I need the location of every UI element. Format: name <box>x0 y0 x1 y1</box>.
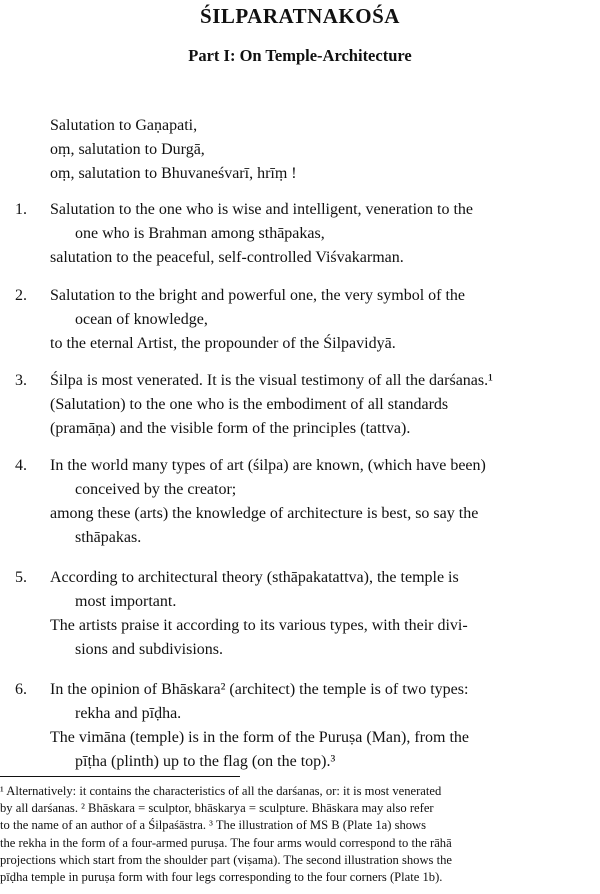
verse-line: one who is Brahman among sthāpakas, <box>75 225 325 242</box>
verse-line: sthāpakas. <box>75 529 142 546</box>
verse-line: ocean of knowledge, <box>75 311 208 328</box>
verse-line: pīṭha (plinth) up to the flag (on the top).³ <box>75 753 336 770</box>
verse <box>0 369 560 441</box>
footnote-line: ¹ Alternatively: it contains the characteristics of all the darśanas, or: it is most venerated <box>0 784 442 798</box>
invocation-line: oṃ, salutation to Durgā, <box>50 141 205 158</box>
verse-line: The vimāna (temple) is in the form of the Puruṣa (Man), from the <box>50 729 469 746</box>
verse-number: 3. <box>15 372 27 389</box>
page-subtitle: Part I: On Temple-Architecture <box>188 46 412 65</box>
verse-number: 1. <box>15 201 27 218</box>
verse <box>0 566 560 662</box>
verse-line: conceived by the creator; <box>75 481 237 498</box>
verse-line: In the opinion of Bhāskara² (architect) the temple is of two types: <box>50 681 469 698</box>
verse-line: to the eternal Artist, the propounder of the Śilpavidyā. <box>50 335 396 352</box>
verse-number: 4. <box>15 457 27 474</box>
invocation-line: Salutation to Gaṇapati, <box>50 117 198 134</box>
footnote-line: projections which start from the shoulder part (viṣama). The second illustration shows the <box>0 852 452 867</box>
verse-line: Śilpa is most venerated. It is the visual testimony of all the darśanas.¹ <box>50 372 493 389</box>
verse <box>0 678 560 774</box>
footnote-line: pīḍha temple in puruṣa form with four legs corresponding to the four corners (Plate 1b). <box>0 870 443 885</box>
verse-line: Salutation to the one who is wise and intelligent, veneration to the <box>50 201 474 218</box>
verse-line: (Salutation) to the one who is the embodiment of all standards <box>50 396 449 413</box>
verse-line: The artists praise it according to its various types, with their divi- <box>50 617 468 634</box>
verse-line: According to architectural theory (sthāpakatattva), the temple is <box>50 569 459 586</box>
verse-line: rekha and pīḍha. <box>75 705 182 722</box>
verse-line: salutation to the peaceful, self-controlled Viśvakarman. <box>50 249 404 266</box>
invocation <box>50 114 297 186</box>
footnote-line: by all darśanas. ² Bhāskara = sculptor, bhāskarya = sculpture. Bhāskara may also refer <box>0 801 434 816</box>
verse-line: Salutation to the bright and powerful one, the very symbol of the <box>50 287 466 304</box>
verse-list <box>0 198 600 774</box>
verse-line: most important. <box>75 593 177 610</box>
verse <box>0 454 560 550</box>
verse-number: 6. <box>15 681 27 698</box>
footnote-divider <box>0 776 240 777</box>
invocation-line: oṃ, salutation to Bhuvaneśvarī, hrīṃ ! <box>50 165 297 182</box>
footnote-line: to the name of an author of a Śilpaśāstra. ³ The illustration of MS B (Plate 1a) shows <box>0 818 427 833</box>
verse <box>0 198 560 270</box>
verse <box>0 284 560 356</box>
footnotes <box>0 783 596 886</box>
verse-number: 5. <box>15 569 27 586</box>
verse-line: among these (arts) the knowledge of architecture is best, so say the <box>50 505 479 522</box>
verse-line: sions and subdivisions. <box>75 641 224 658</box>
verse-number: 2. <box>15 287 27 304</box>
verse-line: (pramāṇa) and the visible form of the principles (tattva). <box>50 420 411 437</box>
verse-line: In the world many types of art (śilpa) are known, (which have been) <box>50 457 486 474</box>
page-title: ŚILPARATNAKOŚA <box>200 4 400 28</box>
footnote-line: the rekha in the form of a four-armed puruṣa. The four arms would correspond to the rāhā <box>0 835 452 850</box>
